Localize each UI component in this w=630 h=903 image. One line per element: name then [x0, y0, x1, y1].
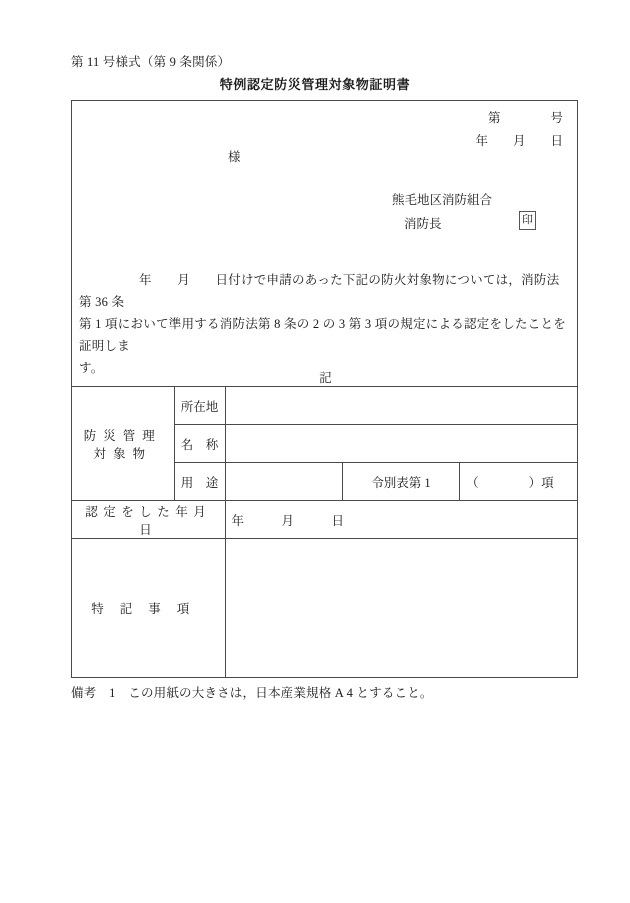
addressee-honorific: 様: [228, 150, 241, 164]
letterhead-block: [72, 101, 577, 386]
row-label-usage: 用 途: [174, 463, 225, 501]
ki-marker: 記: [319, 371, 332, 385]
appendix-table-label: 令別表第 1: [342, 463, 459, 501]
appendix-item-value[interactable]: （ ）項: [460, 463, 577, 501]
body-paragraph: [79, 269, 572, 379]
table-row: [72, 501, 577, 539]
seal-stamp-icon: 印: [519, 211, 536, 230]
footer-remark: 備考 1 この用紙の大きさは，日本産業規格 A 4 とすること。: [71, 686, 433, 700]
form-number: 第 11 号様式（第 9 条関係）: [71, 55, 231, 69]
certified-date-label: 認定をした年月日: [72, 501, 225, 539]
certificate-frame: [71, 100, 578, 678]
table-row: [72, 539, 577, 677]
certificate-table: [72, 386, 577, 677]
page-title: 特例認定防災管理対象物証明書: [219, 77, 411, 92]
document-number: 第 号: [487, 111, 563, 125]
group-label-building: 防災管理対象物: [72, 387, 174, 501]
certified-date-value[interactable]: 年 月 日: [225, 501, 577, 539]
row-value-location[interactable]: [225, 387, 577, 425]
table-row: [72, 387, 577, 425]
remarks-label: 特記事項: [72, 539, 225, 677]
body-line-3: す。: [79, 361, 104, 375]
body-line-1: 年 月 日付けで申請のあった下記の防火対象物については，消防法第 36 条: [79, 273, 560, 309]
remarks-value[interactable]: [225, 539, 577, 677]
issuer-title: 消防長: [404, 217, 442, 231]
row-label-name: 名 称: [174, 425, 225, 463]
issuer-organization: 熊毛地区消防組合: [392, 193, 493, 207]
issuer-title-row: [404, 214, 564, 232]
row-value-name[interactable]: [225, 425, 577, 463]
body-line-2: 第 1 項において準用する消防法第 8 条の 2 の 3 第 3 項の規定による認定をしたことを証明しま: [79, 317, 567, 353]
row-value-usage[interactable]: [225, 463, 342, 501]
document-date: 年 月 日: [475, 134, 563, 148]
row-label-location: 所在地: [174, 387, 225, 425]
